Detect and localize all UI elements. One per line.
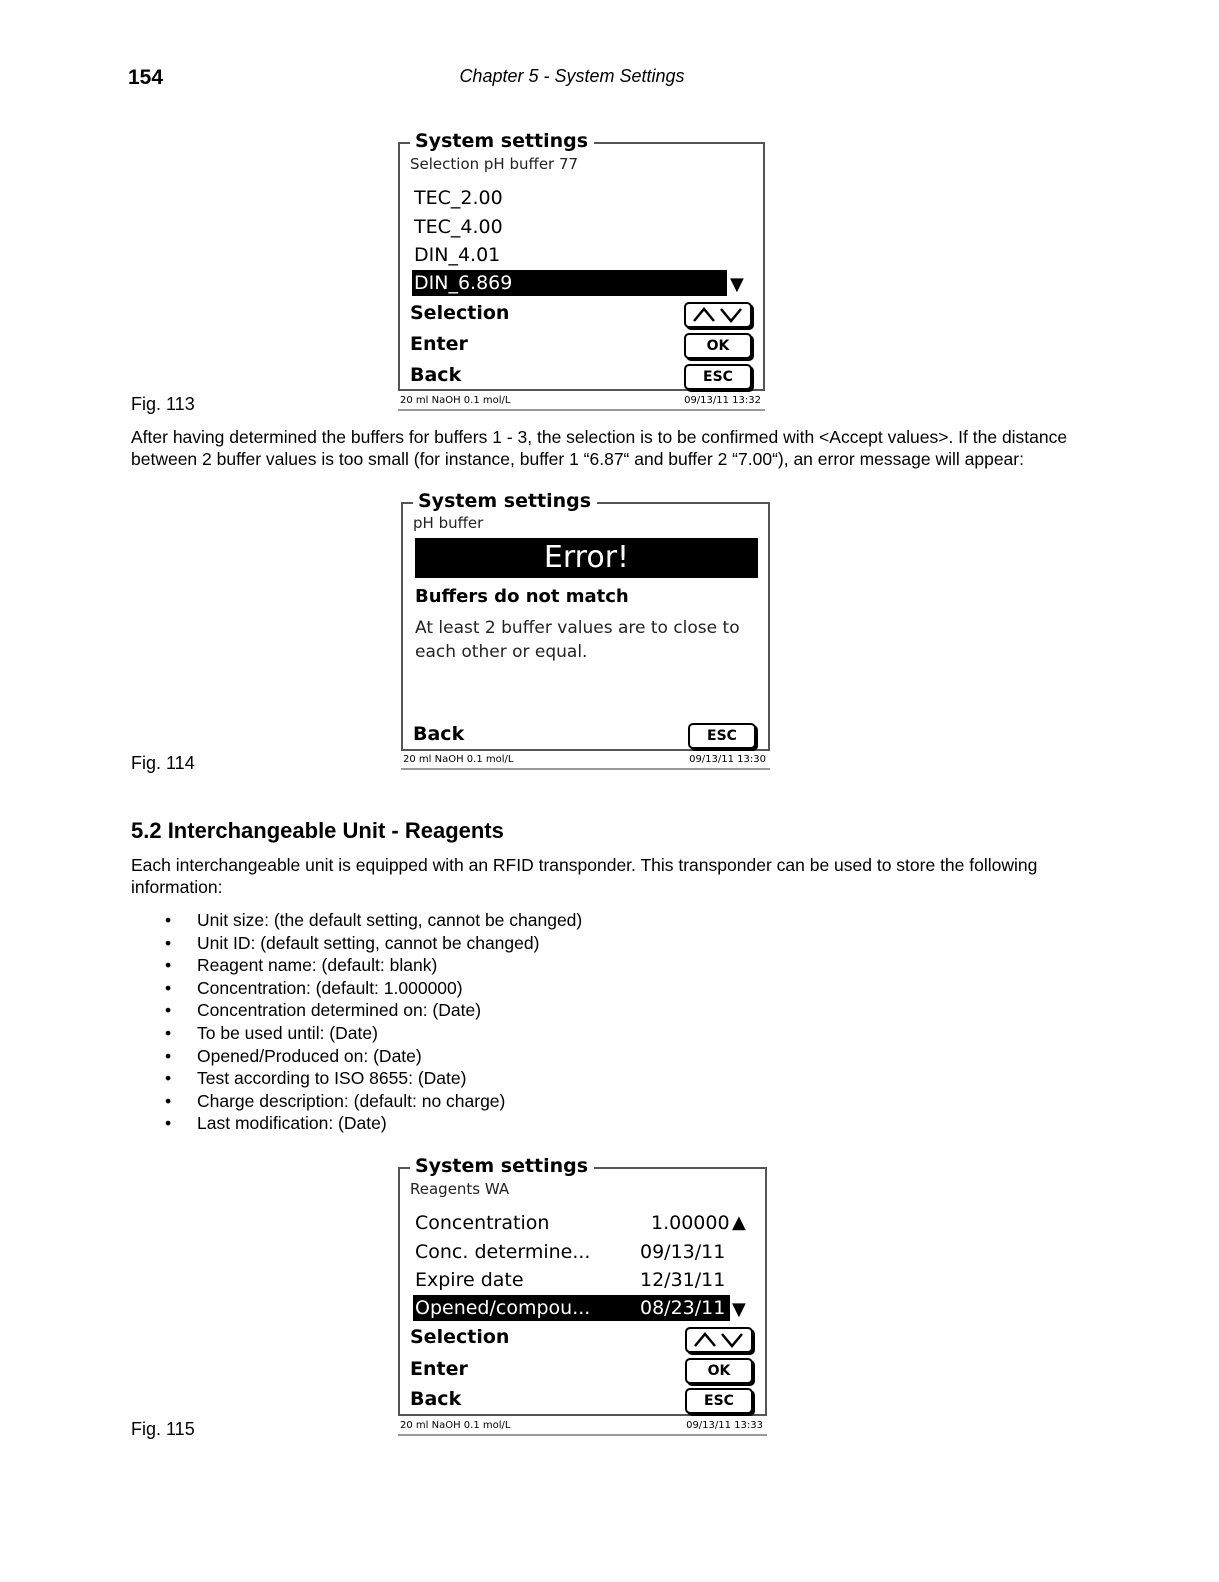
figure-caption: Fig. 113 bbox=[131, 394, 195, 414]
row-value: 12/31/11 bbox=[640, 1269, 726, 1291]
row-label[interactable]: Expire date bbox=[415, 1269, 524, 1291]
status-reagent: 20 ml NaOH 0.1 mol/L bbox=[400, 395, 511, 406]
list-item: • Concentration: (default: 1.000000) bbox=[165, 977, 582, 1000]
status-reagent: 20 ml NaOH 0.1 mol/L bbox=[400, 1420, 511, 1431]
ok-button[interactable]: OK bbox=[684, 333, 752, 359]
status-bar bbox=[401, 752, 770, 770]
list-item: • Unit ID: (default setting, cannot be changed) bbox=[165, 932, 582, 955]
status-reagent: 20 ml NaOH 0.1 mol/L bbox=[403, 754, 514, 765]
selection-label: Selection bbox=[410, 1326, 510, 1348]
list-item: • Reagent name: (default: blank) bbox=[165, 954, 582, 977]
list-item-selected[interactable]: DIN_6.869 bbox=[412, 270, 727, 296]
list-item: • Last modification: (Date) bbox=[165, 1112, 582, 1135]
section-intro: Each interchangeable unit is equipped with an RFID transponder. This transponder can be used to store the following information: bbox=[131, 855, 1038, 897]
up-down-arrows-icon bbox=[691, 307, 745, 323]
row-label[interactable]: Concentration bbox=[415, 1212, 550, 1234]
screen-subtitle: pH buffer bbox=[413, 514, 484, 532]
enter-label: Enter bbox=[410, 333, 468, 355]
row-value: 08/23/11 bbox=[640, 1297, 726, 1319]
scroll-down-icon[interactable]: ▼ bbox=[732, 1299, 746, 1320]
paragraph: After having determined the buffers for buffers 1 - 3, the selection is to be confirmed with <Accept values>. If the distance between 2 buffer values is too small (for instance, buffer 1 “6.87“ and buffer 2 “7.00“), an error message will appear: bbox=[131, 427, 1068, 469]
enter-label: Enter bbox=[410, 1358, 468, 1380]
row-value: 1.00000 bbox=[651, 1212, 730, 1234]
ok-button[interactable]: OK bbox=[685, 1358, 753, 1384]
back-label: Back bbox=[410, 364, 462, 386]
figure-caption: Fig. 114 bbox=[131, 753, 195, 773]
list-item: • Charge description: (default: no charge) bbox=[165, 1090, 582, 1113]
status-bar bbox=[398, 393, 765, 411]
section-heading: 5.2 Interchangeable Unit - Reagents bbox=[131, 818, 504, 843]
back-label: Back bbox=[410, 1388, 462, 1410]
list-item: • Unit size: (the default setting, cannot be changed) bbox=[165, 909, 582, 932]
list-item: • Test according to ISO 8655: (Date) bbox=[165, 1067, 582, 1090]
row-label[interactable]: Conc. determine... bbox=[415, 1241, 591, 1263]
row-value: 09/13/11 bbox=[640, 1241, 726, 1263]
screen-fig113 bbox=[398, 130, 765, 411]
up-down-arrows-icon bbox=[692, 1332, 746, 1348]
esc-button[interactable]: ESC bbox=[685, 1388, 753, 1414]
scroll-up-icon[interactable]: ▲ bbox=[732, 1212, 746, 1233]
list-item[interactable]: DIN_4.01 bbox=[414, 244, 501, 266]
figure-caption: Fig. 115 bbox=[131, 1419, 195, 1439]
screen-subtitle: Selection pH buffer 77 bbox=[410, 155, 579, 173]
list-item: • Concentration determined on: (Date) bbox=[165, 999, 582, 1022]
selection-label: Selection bbox=[410, 302, 510, 324]
screen-subtitle: Reagents WA bbox=[410, 1180, 510, 1198]
error-banner: Error! bbox=[415, 538, 758, 578]
error-heading: Buffers do not match bbox=[415, 586, 629, 607]
error-message: At least 2 buffer values are to close to each other or equal. bbox=[415, 618, 740, 662]
screen-title: System settings bbox=[410, 130, 594, 152]
list-item: • To be used until: (Date) bbox=[165, 1022, 582, 1045]
page-number: 154 bbox=[128, 66, 164, 89]
status-datetime: 09/13/11 13:33 bbox=[686, 1420, 763, 1431]
status-datetime: 09/13/11 13:32 bbox=[684, 395, 761, 406]
status-datetime: 09/13/11 13:30 bbox=[689, 754, 766, 765]
list-item[interactable]: TEC_4.00 bbox=[414, 216, 503, 238]
esc-button[interactable]: ESC bbox=[684, 364, 752, 390]
screen-title: System settings bbox=[410, 1155, 594, 1177]
screen-title: System settings bbox=[413, 490, 597, 512]
selection-key[interactable] bbox=[685, 1327, 753, 1353]
row-label: Opened/compou... bbox=[415, 1297, 591, 1319]
selected-row[interactable] bbox=[413, 1295, 730, 1321]
chapter-title: Chapter 5 - System Settings bbox=[459, 66, 685, 86]
status-bar bbox=[398, 1418, 767, 1436]
selection-key[interactable] bbox=[684, 302, 752, 328]
esc-button[interactable]: ESC bbox=[688, 723, 756, 749]
info-list bbox=[165, 909, 582, 1135]
list-item[interactable]: TEC_2.00 bbox=[414, 187, 503, 209]
back-label: Back bbox=[413, 723, 465, 745]
screen-fig115 bbox=[398, 1155, 767, 1436]
list-item: • Opened/Produced on: (Date) bbox=[165, 1045, 582, 1068]
scroll-down-icon[interactable]: ▼ bbox=[730, 274, 744, 295]
screen-fig114 bbox=[401, 490, 770, 771]
